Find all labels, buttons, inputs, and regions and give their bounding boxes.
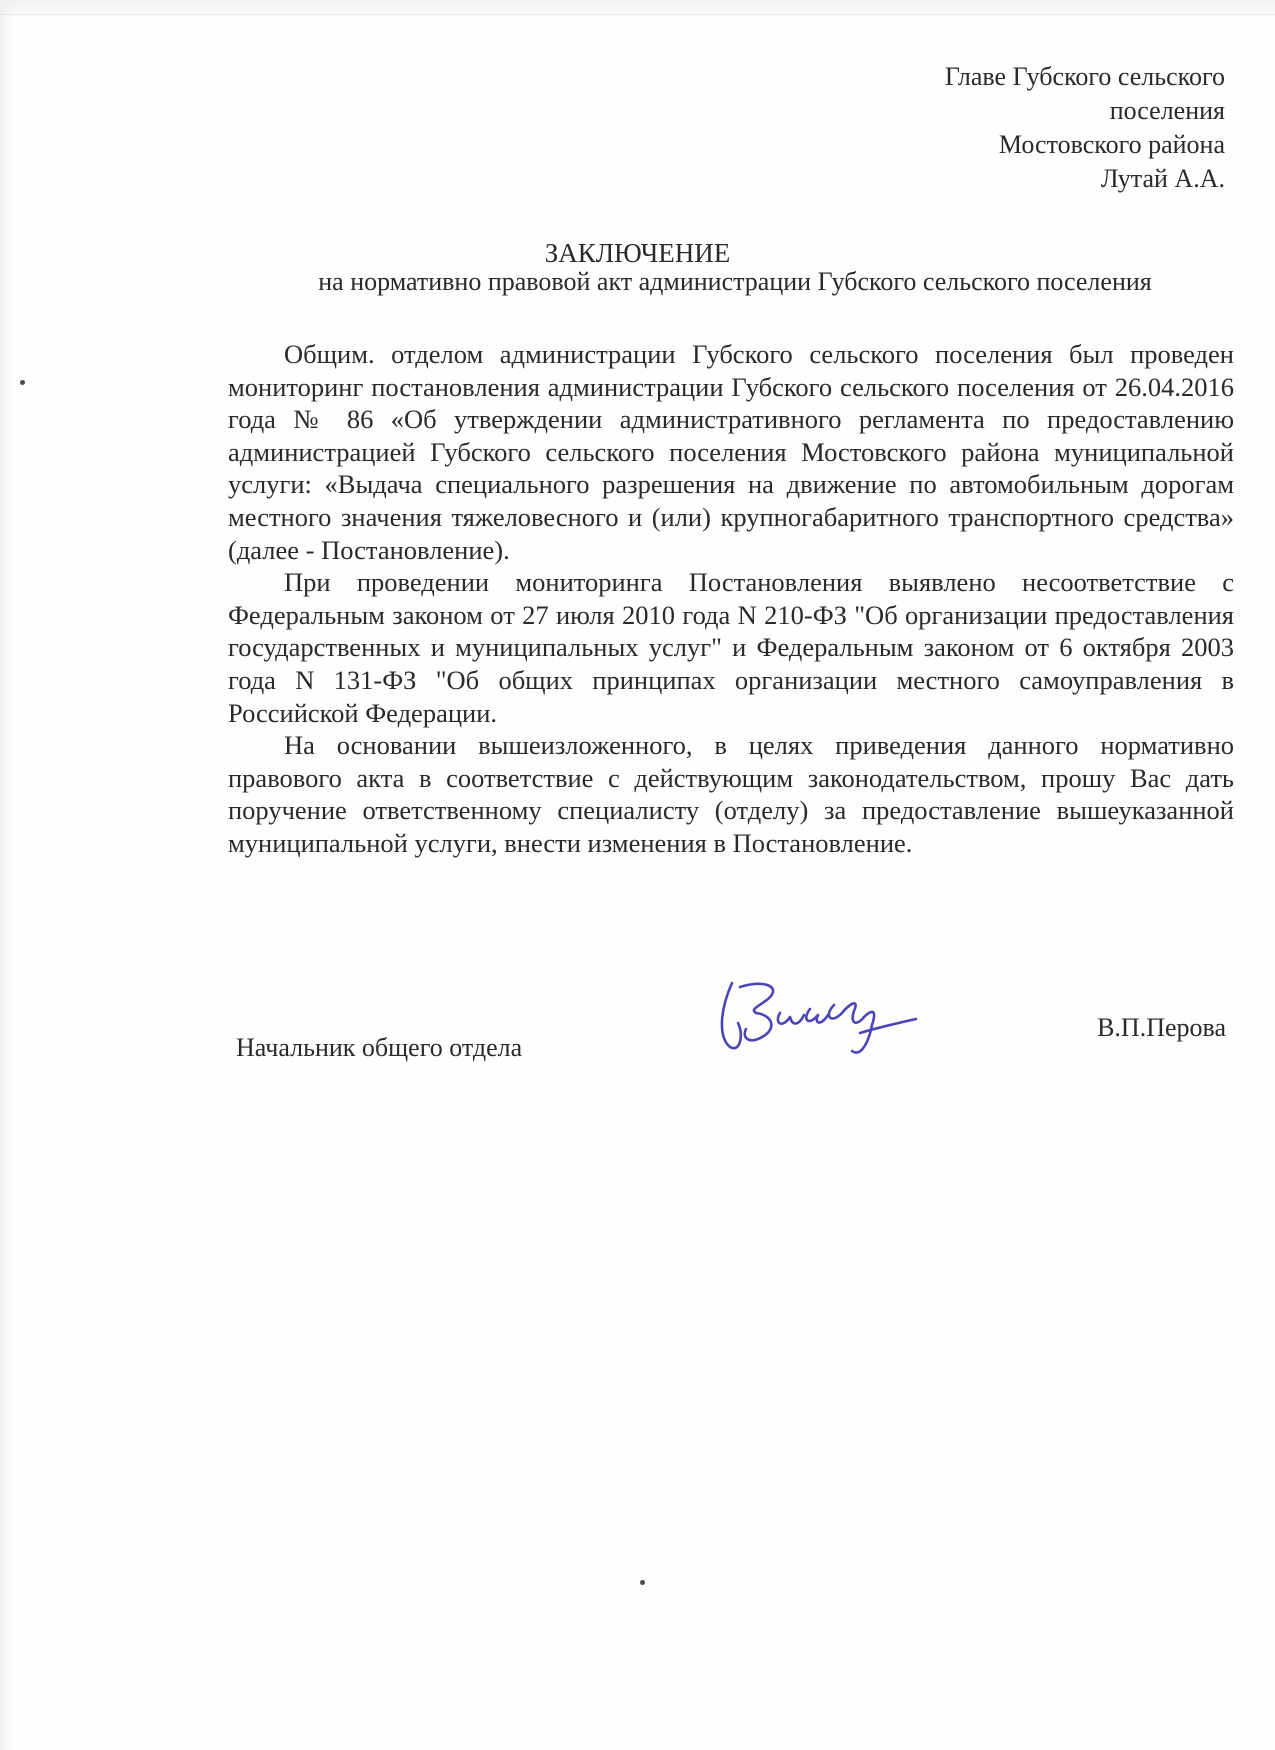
document-subtitle: на нормативно правовой акт администрации Губского сельского поселения	[318, 267, 1152, 296]
signature-stroke	[829, 1003, 864, 1022]
addressee-line: поселения	[1109, 96, 1225, 125]
addressee-line: Главе Губского сельского	[944, 62, 1225, 91]
signature-stroke	[806, 1009, 828, 1023]
signer-name: В.П.Перова	[1097, 1013, 1226, 1042]
addressee-block	[945, 60, 1225, 196]
document-title: ЗАКЛЮЧЕНИЕ	[544, 238, 731, 268]
addressee-line: Лутай А.А.	[1100, 164, 1225, 193]
signature-stroke	[860, 1019, 916, 1033]
signature-stroke	[722, 983, 741, 1048]
body-paragraph: Общим. отделом администрации Губского сельского поселения был проведен мониторинг постановления администрации Губского сельского поселения от 26.04.2016 года № 86 «Об утверждении административного регламента по предоставлению администрацией Губского сельского поселения Мостовского района муниципальной услуги: «Выдача специального разрешения на движение по автомобильным дорогам местного значения тяжеловесного и (или) крупногабаритного транспортного средства» (далее - Постановление).	[228, 339, 1234, 565]
document-body	[228, 338, 1234, 860]
body-paragraph: На основании вышеизложенного, в целях приведения данного нормативно правового акта в соответствие с действующим законодательством, прошу Вас дать поручение ответственному специалисту (отделу) за предоставление вышеуказанной муниципальной услуги, внести изменения в Постановление.	[228, 730, 1234, 858]
addressee-line: Мостовского района	[998, 130, 1225, 159]
signature-stroke	[778, 1013, 804, 1024]
scan-speck	[640, 1580, 645, 1585]
scan-edge-top	[0, 0, 1275, 20]
signature-stroke	[740, 984, 773, 1040]
scan-speck	[20, 380, 25, 385]
handwritten-signature	[710, 975, 925, 1065]
scan-fold-line	[0, 14, 1275, 15]
signer-position: Начальник общего отдела	[236, 1033, 523, 1062]
body-paragraph: При проведении мониторинга Постановления выявлено несоответствие с Федеральным законом от 27 июля 2010 года N 210-ФЗ "Об организации предоставления государственных и муниципальных услуг" и Федеральным законом от 6 октября 2003 года N 131-ФЗ "Об общих принципах организации местного самоуправления в Российской Федерации.	[228, 567, 1234, 728]
